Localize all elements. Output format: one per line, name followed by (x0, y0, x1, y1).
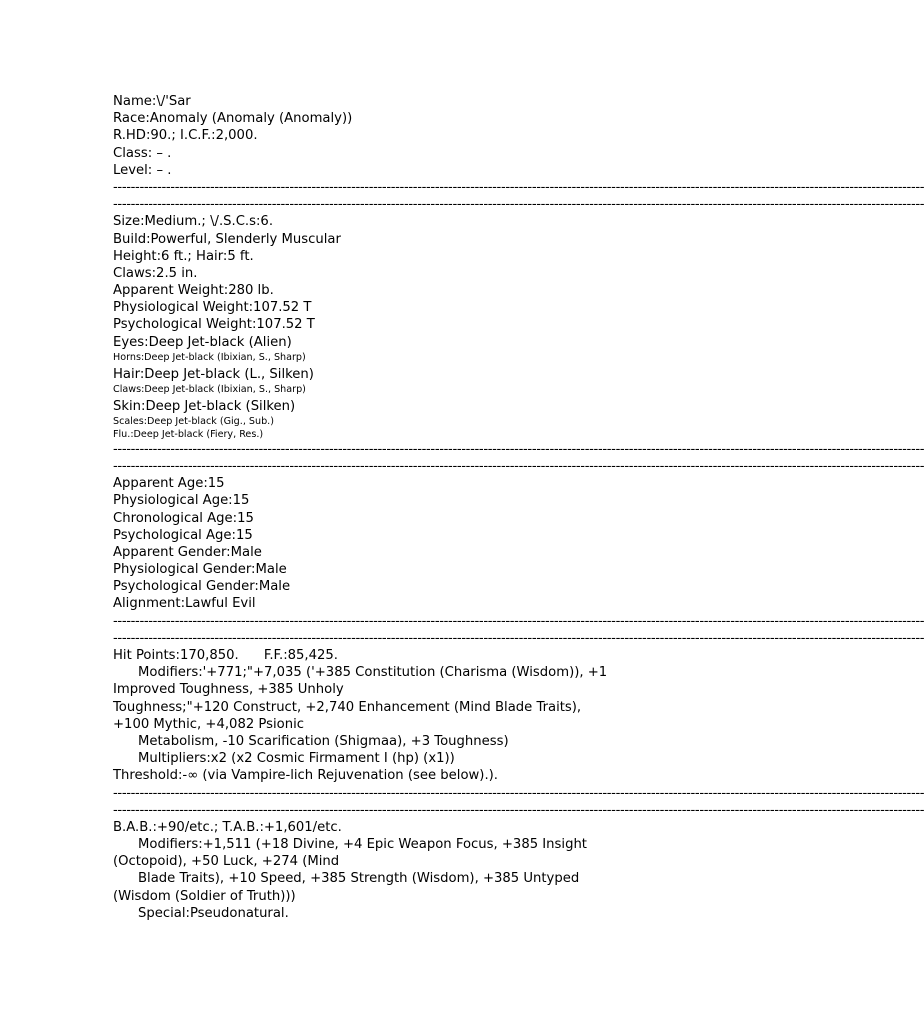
horns-line: Horns:Deep Jet-black (Ibixian, S., Sharp) (113, 351, 306, 363)
attack-modifiers-line: Modifiers:+1,511 (+18 Divine, +4 Epic Weapon Focus, +385 Insight (138, 837, 587, 853)
size-line: Size:Medium.; \/.S.C.s:6. (113, 214, 274, 230)
separator-line: ---------------------------------------------------------------------------------------------------------------------------------------------------------------------------------------- (113, 179, 924, 195)
rhd-line: R.HD:90.; I.C.F.:2,000. (113, 128, 258, 144)
attack-modifiers-line: Blade Traits), +10 Speed, +385 Strength (Wisdom), +385 Untyped (138, 871, 580, 887)
hp-modifiers-line: Modifiers:'+771;"+7,035 ('+385 Constitution (Charisma (Wisdom)), +1 (138, 665, 608, 681)
psychological-weight-line: Psychological Weight:107.52 T (113, 317, 315, 333)
attack-modifiers-line: (Octopoid), +50 Luck, +274 (Mind (113, 854, 340, 870)
hp-modifiers-line: Metabolism, -10 Scarification (Shigmaa), +3 Toughness) (138, 733, 509, 749)
class-line: Class: – . (113, 145, 172, 161)
physiological-weight-line: Physiological Weight:107.52 T (113, 300, 312, 316)
hp-multipliers-line: Multipliers:x2 (x2 Cosmic Firmament I (hp) (x1)) (138, 751, 455, 767)
hair-line: Hair:Deep Jet-black (L., Silken) (113, 366, 314, 382)
hit-points-line: Hit Points:170,850. F.F.:85,425. (113, 648, 338, 664)
physiological-gender-line: Physiological Gender:Male (113, 562, 287, 578)
height-line: Height:6 ft.; Hair:5 ft. (113, 248, 254, 264)
psychological-age-line: Psychological Age:15 (113, 527, 253, 543)
separator-line: ---------------------------------------------------------------------------------------------------------------------------------------------------------------------------------------- (113, 630, 924, 646)
psychological-gender-line: Psychological Gender:Male (113, 579, 291, 595)
apparent-gender-line: Apparent Gender:Male (113, 544, 262, 560)
separator-line: ---------------------------------------------------------------------------------------------------------------------------------------------------------------------------------------- (113, 197, 924, 213)
separator-line: ---------------------------------------------------------------------------------------------------------------------------------------------------------------------------------------- (113, 441, 924, 457)
special-line: Special:Pseudonatural. (138, 905, 289, 921)
skin-line: Skin:Deep Jet-black (Silken) (113, 398, 296, 414)
physiological-age-line: Physiological Age:15 (113, 493, 250, 509)
apparent-age-line: Apparent Age:15 (113, 476, 225, 492)
name-line: Name:\/'Sar (113, 94, 191, 109)
separator-line: ---------------------------------------------------------------------------------------------------------------------------------------------------------------------------------------- (113, 802, 924, 818)
separator-line: ---------------------------------------------------------------------------------------------------------------------------------------------------------------------------------------- (113, 785, 924, 801)
chronological-age-line: Chronological Age:15 (113, 510, 254, 526)
build-line: Build:Powerful, Slenderly Muscular (113, 231, 341, 247)
scales-line: Scales:Deep Jet-black (Gig., Sub.) (113, 415, 274, 427)
flu-line: Flu.:Deep Jet-black (Fiery, Res.) (113, 428, 264, 440)
claws-line: Claws:2.5 in. (113, 265, 198, 281)
attack-modifiers-line: (Wisdom (Soldier of Truth))) (113, 888, 296, 904)
level-line: Level: – . (113, 162, 172, 178)
hp-modifiers-line: +100 Mythic, +4,082 Psionic (113, 716, 305, 732)
character-sheet (113, 93, 924, 922)
hp-modifiers-line: Improved Toughness, +385 Unholy (113, 682, 344, 698)
separator-line: ---------------------------------------------------------------------------------------------------------------------------------------------------------------------------------------- (113, 613, 924, 629)
claws-color-line: Claws:Deep Jet-black (Ibixian, S., Sharp) (113, 383, 306, 395)
hp-modifiers-line: Toughness;"+120 Construct, +2,740 Enhancement (Mind Blade Traits), (113, 699, 582, 715)
eyes-line: Eyes:Deep Jet-black (Alien) (113, 334, 292, 350)
apparent-weight-line: Apparent Weight:280 lb. (113, 283, 274, 299)
threshold-line: Threshold:-∞ (via Vampire-lich Rejuvenation (see below).). (113, 768, 498, 784)
alignment-line: Alignment:Lawful Evil (113, 596, 256, 612)
separator-line: ---------------------------------------------------------------------------------------------------------------------------------------------------------------------------------------- (113, 458, 924, 474)
race-line: Race:Anomaly (Anomaly (Anomaly)) (113, 111, 353, 127)
bab-line: B.A.B.:+90/etc.; T.A.B.:+1,601/etc. (113, 819, 342, 835)
